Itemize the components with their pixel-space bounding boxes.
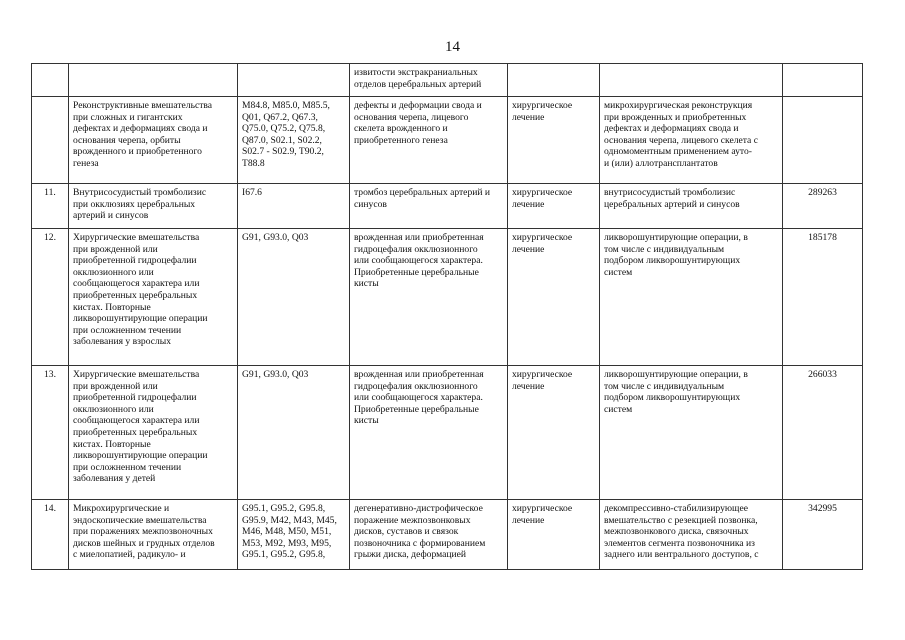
patient-model-cell: дегенеративно-дистрофическое поражение межпозвонковых дисков, суставов и связок позвоночника с формированием грыжи диска, деформацией <box>350 500 508 570</box>
intervention-name-cell: Хирургические вмешательства при врожденной или приобретенной гидроцефалии окклюзионного или сообщающегося характера или приобретенных церебральных кистах. Повторные ликворошунтирующие операции при осложненном течении заболевания у взрослых <box>69 229 238 366</box>
treatment-method-cell: ликворошунтирующие операции, в том числе с индивидуальным подбором ликворошунтирующих систем <box>600 229 783 366</box>
patient-model-cell: дефекты и деформации свода и основания черепа, лицевого скелета врожденного и приобретенного генеза <box>350 97 508 184</box>
cost-cell <box>783 64 863 97</box>
table-row <box>32 64 863 97</box>
patient-model-cell: врожденная или приобретенная гидроцефалия окклюзионного или сообщающегося характера. Приобретенные церебральные кисты <box>350 229 508 366</box>
table-row <box>32 229 863 366</box>
row-number-cell: 12. <box>32 229 69 366</box>
treatment-method-cell: декомпрессивно-стабилизирующее вмешательство с резекцией позвонка, межпозвонкового диска, связочных элементов сегмента позвоночника из заднего или вентрального доступов, с <box>600 500 783 570</box>
medical-care-table <box>31 63 863 570</box>
cost-cell: 289263 <box>783 184 863 229</box>
row-number-cell: 14. <box>32 500 69 570</box>
table-row <box>32 500 863 570</box>
treatment-type-cell: хирургическое лечение <box>508 500 600 570</box>
patient-model-cell: тромбоз церебральных артерий и синусов <box>350 184 508 229</box>
row-number-cell <box>32 97 69 184</box>
cost-cell: 185178 <box>783 229 863 366</box>
treatment-method-cell: внутрисосудистый тромболизис церебральных артерий и синусов <box>600 184 783 229</box>
icd-codes-cell: I67.6 <box>238 184 350 229</box>
treatment-type-cell: хирургическое лечение <box>508 229 600 366</box>
intervention-name-cell: Реконструктивные вмешательства при сложных и гигантских дефектах и деформациях свода и основания черепа, орбиты врожденного и приобретенного генеза <box>69 97 238 184</box>
cost-cell: 266033 <box>783 366 863 500</box>
row-number-cell: 13. <box>32 366 69 500</box>
intervention-name-cell: Внутрисосудистый тромболизис при окклюзиях церебральных артерий и синусов <box>69 184 238 229</box>
row-number-cell <box>32 64 69 97</box>
intervention-name-cell <box>69 64 238 97</box>
row-number-cell: 11. <box>32 184 69 229</box>
treatment-type-cell: хирургическое лечение <box>508 184 600 229</box>
treatment-type-cell <box>508 64 600 97</box>
icd-codes-cell: G91, G93.0, Q03 <box>238 366 350 500</box>
patient-model-cell: извитости экстракраниальных отделов церебральных артерий <box>350 64 508 97</box>
treatment-method-cell: ликворошунтирующие операции, в том числе с индивидуальным подбором ликворошунтирующих систем <box>600 366 783 500</box>
icd-codes-cell: M84.8, M85.0, M85.5, Q01, Q67.2, Q67.3, Q75.0, Q75.2, Q75.8, Q87.0, S02.1, S02.2, S02.7 - S02.9, T90.2, T88.8 <box>238 97 350 184</box>
intervention-name-cell: Хирургические вмешательства при врожденной или приобретенной гидроцефалии окклюзионного или сообщающегося характера или приобретенных церебральных кистах. Повторные ликворошунтирующие операции при осложненном течении заболевания у детей <box>69 366 238 500</box>
icd-codes-cell <box>238 64 350 97</box>
icd-codes-cell: G95.1, G95.2, G95.8, G95.9, M42, M43, M45, M46, M48, M50, M51, M53, M92, M93, M95, G95.1, G95.2, G95.8, <box>238 500 350 570</box>
treatment-type-cell: хирургическое лечение <box>508 97 600 184</box>
patient-model-cell: врожденная или приобретенная гидроцефалия окклюзионного или сообщающегося характера. Приобретенные церебральные кисты <box>350 366 508 500</box>
intervention-name-cell: Микрохирургические и эндоскопические вмешательства при поражениях межпозвоночных дисков шейных и грудных отделов с миелопатией, радикуло- и <box>69 500 238 570</box>
table-row <box>32 97 863 184</box>
treatment-method-cell <box>600 64 783 97</box>
table-row <box>32 184 863 229</box>
page-number: 14 <box>445 39 460 55</box>
treatment-type-cell: хирургическое лечение <box>508 366 600 500</box>
cost-cell <box>783 97 863 184</box>
icd-codes-cell: G91, G93.0, Q03 <box>238 229 350 366</box>
table-row <box>32 366 863 500</box>
treatment-method-cell: микрохирургическая реконструкция при врожденных и приобретенных дефектах и деформациях свода и основания черепа, лицевого скелета с одномоментным применением ауто- и (или) аллотрансплантатов <box>600 97 783 184</box>
cost-cell: 342995 <box>783 500 863 570</box>
